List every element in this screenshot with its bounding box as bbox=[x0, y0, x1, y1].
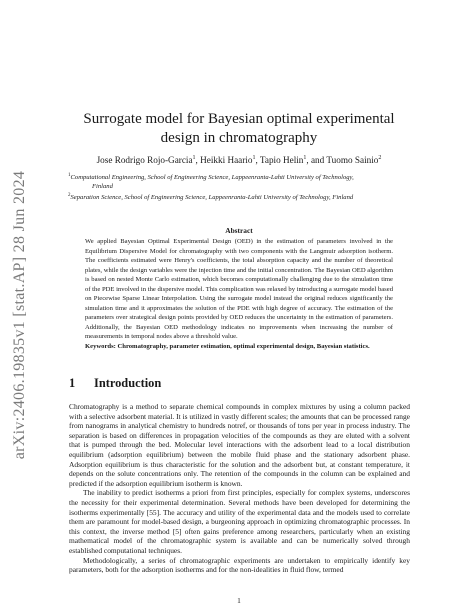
affiliation-mark: 2 bbox=[68, 193, 71, 198]
arxiv-id-text: arXiv:2406.19835v1 [stat.AP] 28 Jun 2024 bbox=[11, 170, 28, 460]
author-name: Tuomo Sainio bbox=[326, 155, 379, 166]
abstract-text: We applied Bayesian Optimal Experimental Design (OED) in the estimation of parameters involved in the Equilibrium Dispersive Model for chromatography with two components with the Langmuir adsorption isotherm. The coefficients estimated were Henry's coefficients, the total absorption capacity and the number of theoretical plates, while the design variables were the injection time and the initial concentration. The Bayesian OED algorithm is based on nested Monte Carlo estimation, which becomes computationally challenging due to the simulation time of the PDE involved in the dispersive model. This complication was relaxed by introducing a surrogate model based on Piecewise Sparse Linear Interpolation. Using the surrogate model instead the original reduces significantly the simulation time and it approximates the solution of the PDE with high degree of accuracy. The estimation of the parameters over strategical design points provided by OED reduces the uncertainty in the estimation of parameters. Additionally, the Bayesian OED methodology indicates no improvements when increasing the number of measurements in temporal nodes above a threshold value. bbox=[85, 238, 393, 341]
abstract bbox=[85, 237, 393, 352]
keywords: Keywords: Chromatography, parameter estimation, optimal experimental design, Bayesian statistics. bbox=[85, 343, 370, 351]
author-conjunction: and bbox=[310, 155, 325, 166]
abstract-heading: Abstract bbox=[225, 226, 253, 235]
author-name: Heikki Haario bbox=[200, 155, 253, 166]
author-list: Jose Rodrigo Rojo-Garcia$^1$, Heikki Haario$^1$, Tapio Helin$^1$, and Tuomo Sainio$^2$ bbox=[96, 155, 382, 166]
author-affiliation-mark: 2 bbox=[378, 155, 382, 161]
affiliation-2 bbox=[68, 191, 410, 202]
section-heading bbox=[69, 376, 161, 391]
arxiv-identifier bbox=[0, 150, 40, 480]
author-name: Tapio Helin bbox=[259, 155, 304, 166]
section-number: 1 bbox=[69, 376, 76, 390]
page-number: 1 bbox=[237, 596, 241, 605]
author-affiliation-mark: 1 bbox=[252, 155, 256, 161]
paper-page bbox=[68, 0, 410, 613]
affiliation-text-continued: Finland bbox=[92, 183, 113, 191]
section-title: Introduction bbox=[94, 376, 162, 390]
affiliation-text: Computational Engineering, School of Engineering Science, Lappeenranta-Lahti University of Technology, bbox=[70, 174, 354, 182]
author-affiliation-mark: 1 bbox=[192, 155, 196, 161]
paragraph: Chromatography is a method to separate chemical compounds in complex mixtures by using a column packed with a selective adsorbent material. It is utilized in vastly different scales; the amounts that can be processed range from nanograms in analytical chemistry to hundreds notref, or thousands of tons per year in process industry. The separation is based on differences in propagation velocities of the compounds as they are eluted with a solvent that is pumped through the bed. Molecular level interactions with the adsorbent lead to a local distribution equilibrium (adsorption equilibrium) between the mobile fluid phase and the stationary adsorbent phase. Adsorption equilibrium is thus characteristic for the solution and the adsorbent but, at constant temperature, it depends on the solute concentrations only. The retention of the compounds in the column can be explained and predicted if the adsorption equilibrium isotherm is known. bbox=[69, 402, 410, 488]
affiliation-text: Separation Science, School of Engineering Science, Lappeenranta-Lahti University of Technology, Finland bbox=[70, 194, 354, 202]
affiliation-mark: 1 bbox=[68, 173, 71, 178]
affiliation-1 bbox=[68, 171, 410, 191]
introduction-body bbox=[69, 402, 410, 575]
author-name: Jose Rodrigo Rojo-Garcia bbox=[96, 155, 193, 166]
paragraph: The inability to predict isotherms a priori from first principles, especially for complex systems, underscores the necessity for their experimental determination. Several methods have been developed for determining the isotherms experimentally [55]. The accuracy and utility of the experimental data and the models used to correlate them are paramount for model-based design, a burgeoning approach in optimizing chromatographic processes. In this context, the inverse method [5] often gains preference among researchers, particularly when an existing mathematical model of the chromatographic system is available and can be numerically solved through established computational techniques. bbox=[69, 488, 410, 555]
author-affiliation-mark: 1 bbox=[303, 155, 307, 161]
paper-title: Surrogate model for Bayesian optimal experimental design in chromatography bbox=[83, 111, 395, 146]
paragraph: Methodologically, a series of chromatographic experiments are undertaken to empirically identify key parameters, both for the adsorption isotherms and for the non-idealities in fluid flow, termed bbox=[69, 555, 410, 575]
